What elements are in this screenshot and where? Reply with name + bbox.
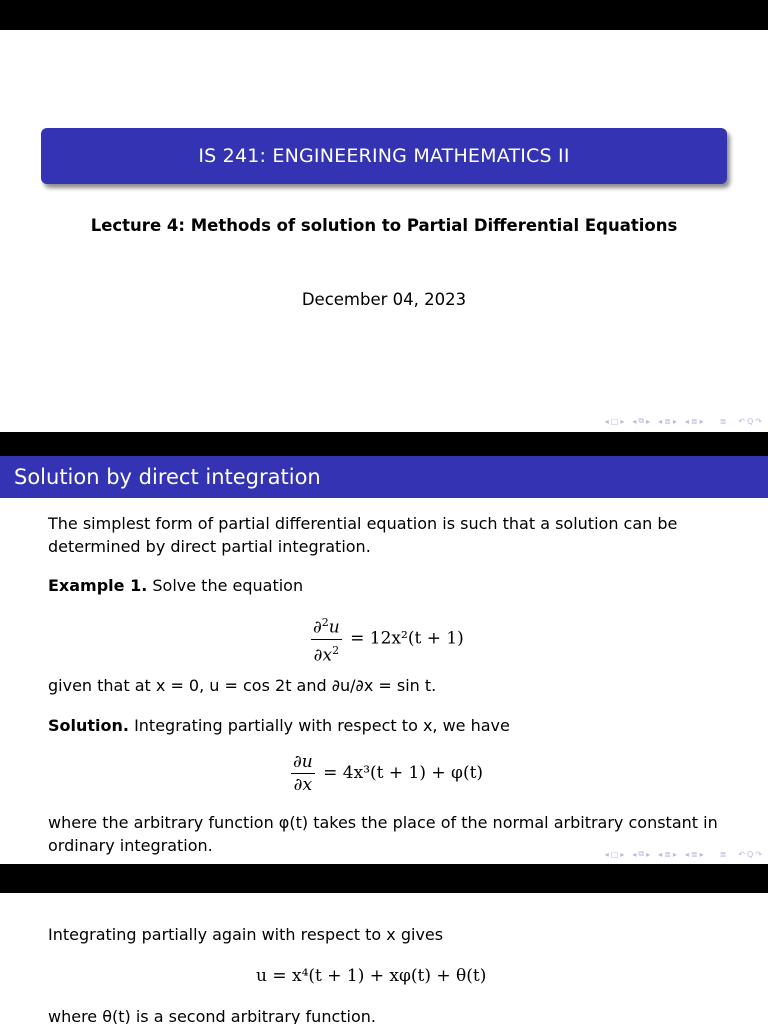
nav-forward-icon[interactable]: ↷ — [755, 849, 762, 859]
continuation-slide — [0, 893, 768, 1024]
frame-title: Solution by direct integration — [0, 456, 768, 498]
nav-next-section-icon[interactable]: ▸ — [699, 849, 704, 859]
nav-back-icon[interactable]: ↶ — [738, 416, 745, 426]
example-label: Example 1. — [48, 576, 148, 595]
solution-label: Solution. — [48, 716, 129, 735]
nav-slide-icon[interactable]: □ — [610, 849, 619, 859]
content-slide — [0, 456, 768, 864]
second-arbitrary-function-paragraph: where θ(t) is a second arbitrary function. — [48, 1007, 376, 1024]
example-text: Solve the equation — [147, 576, 304, 595]
nav-prev-frame-icon[interactable]: ◂ — [632, 416, 637, 426]
beamer-navigation[interactable] — [605, 415, 762, 427]
nav-toc-icon[interactable]: ≣ — [719, 849, 727, 859]
equation-2-rhs: = 4x³(t + 1) + φ(t) — [323, 763, 484, 783]
equation-3: u = x⁴(t + 1) + xφ(t) + θ(t) — [256, 966, 487, 986]
nav-prev-section-icon[interactable]: ◂ — [684, 849, 689, 859]
nav-next-section-icon[interactable]: ▸ — [699, 416, 704, 426]
nav-next-frame-icon[interactable]: ▸ — [646, 416, 651, 426]
nav-prev-slide-icon[interactable]: ◂ — [604, 849, 609, 859]
nav-prev-subsection-icon[interactable]: ◂ — [658, 849, 663, 859]
nav-prev-frame-icon[interactable]: ◂ — [632, 849, 637, 859]
example-paragraph — [48, 574, 728, 597]
equation-1: $\frac{\partial^2u}{\partial x^2}$ = 12x²(t + 1) — [308, 612, 464, 666]
solution-paragraph — [48, 714, 728, 737]
intro-paragraph: The simplest form of partial differential equation is such that a solution can be determined by direct partial integration. — [48, 514, 678, 556]
nav-toc-icon[interactable]: ≣ — [719, 416, 727, 426]
given-conditions: given that at x = 0, u = cos 2t and ∂u/∂x = sin t. — [48, 676, 437, 695]
nav-frame-icon[interactable]: ⧉ — [638, 416, 645, 425]
lecture-date: December 04, 2023 — [301, 290, 467, 309]
beamer-navigation[interactable] — [605, 848, 762, 860]
nav-next-slide-icon[interactable]: ▸ — [620, 416, 625, 426]
nav-subsection-icon[interactable]: ≣ — [664, 416, 671, 426]
nav-search-icon[interactable]: Q — [747, 416, 754, 426]
nav-section-icon[interactable]: ≣ — [690, 416, 698, 426]
nav-subsection-icon[interactable]: ≣ — [664, 849, 671, 859]
lecture-subtitle: Lecture 4: Methods of solution to Partial Differential Equations — [90, 216, 678, 235]
nav-next-subsection-icon[interactable]: ▸ — [672, 849, 677, 859]
nav-slide-icon[interactable]: □ — [610, 416, 619, 426]
nav-next-frame-icon[interactable]: ▸ — [646, 849, 651, 859]
nav-back-icon[interactable]: ↶ — [738, 849, 745, 859]
continuation-intro: Integrating partially again with respect to x gives — [48, 925, 444, 944]
nav-section-icon[interactable]: ≣ — [690, 849, 698, 859]
course-title-box — [41, 128, 727, 184]
title-slide — [0, 30, 768, 432]
nav-prev-section-icon[interactable]: ◂ — [684, 416, 689, 426]
nav-next-slide-icon[interactable]: ▸ — [620, 849, 625, 859]
equation-2: $\frac{\partial u}{\partial x}$ = 4x³(t + 1) + φ(t) — [293, 752, 484, 795]
nav-prev-subsection-icon[interactable]: ◂ — [658, 416, 663, 426]
nav-search-icon[interactable]: Q — [747, 849, 754, 859]
equation-1-rhs: = 12x²(t + 1) — [350, 628, 464, 649]
nav-next-subsection-icon[interactable]: ▸ — [672, 416, 677, 426]
nav-prev-slide-icon[interactable]: ◂ — [604, 416, 609, 426]
nav-forward-icon[interactable]: ↷ — [755, 416, 762, 426]
course-title: IS 241: ENGINEERING MATHEMATICS II — [198, 145, 570, 167]
arbitrary-function-paragraph: where the arbitrary function φ(t) takes the place of the normal arbitrary constant in ordinary integration. — [48, 813, 718, 855]
solution-text: Integrating partially with respect to x, we have — [128, 716, 510, 735]
nav-frame-icon[interactable]: ⧉ — [638, 849, 645, 858]
